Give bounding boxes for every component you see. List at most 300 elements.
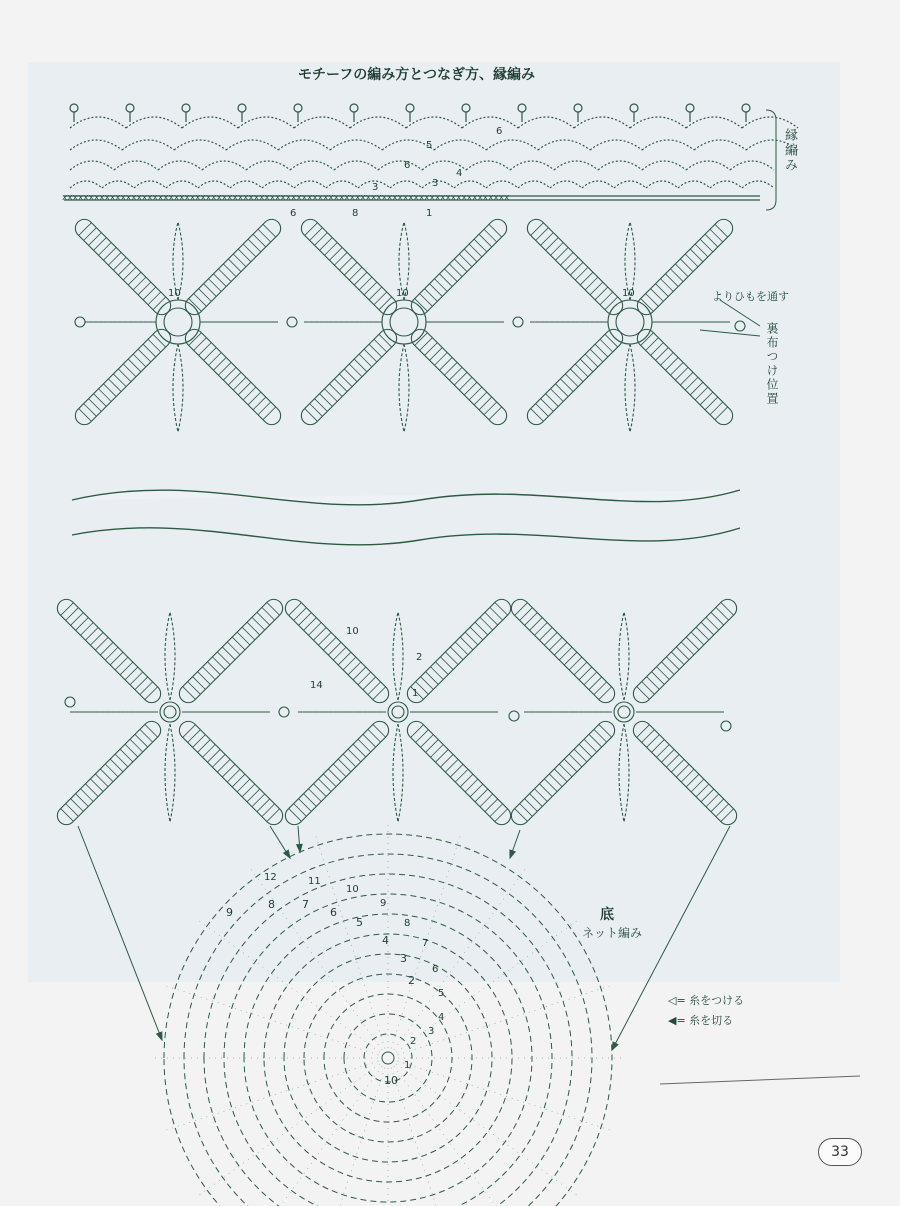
edging-chain-arc [70,117,126,128]
net-spoke [394,865,528,1049]
net-round [284,954,492,1162]
rod-stitch [700,392,713,405]
rod-stitch [343,754,356,767]
rod-stitch [555,247,568,260]
edging-bracket [766,110,776,210]
rod-stitch [675,264,688,277]
rod-stitch [485,612,498,625]
motif-center-inner [616,308,644,336]
rod-stitch [721,809,734,822]
rod-stitch [479,397,492,410]
rod-stitch [108,252,121,265]
motif-petal [619,612,629,700]
rod-stitch [420,338,433,351]
rod-stitch [544,779,557,792]
rod-stitch [223,264,236,277]
rod-stitch [484,402,497,415]
edging-chain-arc [686,161,730,170]
edging-chain-arc [646,181,678,188]
rod-stitch [560,379,573,392]
rod-stitch [589,677,602,690]
rod-outline [634,326,737,429]
net-round [164,834,612,1206]
rod-stitch [480,617,493,630]
motif-rod [524,216,627,319]
rod-stitch [243,244,256,257]
rod-stitch [328,642,341,655]
bottom-round-number: 5 [356,916,363,929]
legend-attach [668,992,744,1008]
rod-stitch [128,272,141,285]
rod-stitch [536,404,549,417]
rod-outline [54,596,165,707]
rod-stitch [252,794,265,807]
rod-stitch [575,364,588,377]
rod-outline [630,718,741,829]
rod-outline [282,596,393,707]
net-spoke [248,1066,382,1206]
rod-stitch [666,754,679,767]
join-arrowhead [297,844,302,852]
picot [462,104,470,112]
rod-stitch [130,739,143,752]
page-title: モチーフの編み方とつなぎ方、縁編み [298,67,536,83]
join-bead [509,711,519,721]
rod-stitch [515,809,528,822]
rod-stitch [125,667,138,680]
motif-grid [54,216,745,829]
rod-stitch [661,749,674,762]
rod-stitch [320,238,333,251]
rod-stitch [99,243,112,256]
rod-stitch [353,744,366,757]
bottom-round-number: 10 [346,884,359,895]
rod-stitch [652,672,665,685]
motif-petal [399,344,409,432]
rod-stitch [555,384,568,397]
rod-stitch [485,799,498,812]
rod-stitch [541,233,554,246]
edging-chain-arc [226,140,278,150]
bottom-title: 底 [600,907,614,923]
rod-stitch [569,657,582,670]
rod-stitch [242,784,255,797]
bottom-round-number: 10 [384,1074,398,1087]
rod-stitch [207,662,220,675]
rod-stitch [148,339,161,352]
edging-chain-arc [294,181,326,188]
rod-outline [176,718,287,829]
rod-stitch [354,272,367,285]
rod-stitch [445,652,458,665]
rod-stitch [304,618,317,631]
bottom-round-number: 11 [308,876,321,887]
motif-rod [404,596,515,707]
rod-stitch [203,667,216,680]
rod-stitch [530,618,543,631]
rod-stitch [680,259,693,272]
bottom-round-number: 1 [404,1060,411,1071]
rod-stitch [665,274,678,287]
edging-chain-arc [454,181,486,188]
rod-stitch [594,729,607,742]
rod-outline [182,326,285,429]
rod-stitch [549,774,562,787]
motif-rod [282,596,393,707]
edging-chain-arc [642,161,686,170]
rod-stitch [313,627,326,640]
rod-stitch [600,339,613,352]
rod-stitch [546,394,559,407]
rod-stitch [120,662,133,675]
rod-stitch [569,754,582,767]
bottom-round-number: 4 [438,1012,445,1023]
rod-stitch [359,354,372,367]
rod-outline [298,326,401,429]
edging-chain-arc [122,140,174,150]
rod-stitch [646,294,659,307]
rod-stitch [262,607,275,620]
motif-rod [408,326,511,429]
motif-center-ring [608,300,652,344]
rod-stitch [411,725,424,738]
rod-stitch [289,603,302,616]
rod-stitch [238,382,251,395]
rule-line [660,1076,860,1084]
rod-stitch [465,779,478,792]
rod-stitch [222,764,235,777]
motif-rod [630,718,741,829]
rod-stitch [318,632,331,645]
rod-stitch [81,623,94,636]
rod-stitch [515,603,528,616]
rod-stitch [379,334,392,347]
edging-chain-arc [262,181,294,188]
edging-chain-arc [678,181,710,188]
rod-stitch [71,613,84,626]
motif-petal [625,344,635,432]
rod-stitch [217,652,230,665]
motif-rod [408,216,511,319]
rod-stitch [323,774,336,787]
rod-stitch [490,607,503,620]
rod-stitch [676,764,689,777]
rod-stitch [564,759,577,772]
rod-stitch [304,794,317,807]
rod-stitch [691,779,704,792]
bottom-round-number: 2 [410,1036,417,1047]
net-round [344,1014,435,1102]
rod-stitch [685,377,698,390]
rod-stitch [328,769,341,782]
edging-chain-arc [730,161,774,170]
rod-stitch [85,627,98,640]
rod-stitch [369,344,382,357]
rod-stitch [575,267,588,280]
rod-stitch [373,724,386,737]
rod-stitch [647,677,660,690]
rod-stitch [700,239,713,252]
rod-stitch [705,397,718,410]
rod-stitch [253,397,266,410]
rod-stitch [113,374,126,387]
join-bead [287,317,297,327]
edging-chain-arc [462,117,518,128]
rod-stitch [329,247,342,260]
rod-stitch [325,243,338,256]
rod-stitch [641,333,654,346]
rod-stitch [243,387,256,400]
rod-stitch [232,637,245,650]
rod-stitch [439,274,452,287]
rod-stitch [559,647,572,660]
join-arrowhead [284,850,290,858]
rod-stitch [228,372,241,385]
bottom-net-chart [150,820,626,1206]
rod-stitch [474,239,487,252]
rod-stitch [470,784,483,797]
rod-stitch [334,252,347,265]
rod-stitch [439,357,452,370]
edging-chain-arc [134,181,166,188]
rod-stitch [479,234,492,247]
rod-stitch [115,657,128,670]
edging-row-number: 5 [426,140,433,151]
edging-chain-arc [390,181,422,188]
rod-stitch [209,279,222,292]
rod-stitch [584,672,597,685]
rod-stitch [560,252,573,265]
rod-stitch [213,357,226,370]
rod-stitch [323,637,336,650]
net-round [204,874,572,1206]
rod-stitch [565,257,578,270]
legend-attach-text: = 糸をつける [676,994,745,1007]
rod-stitch [589,734,602,747]
rod-stitch [363,734,376,747]
bottom-round-number: 8 [268,898,275,911]
rod-outline [630,596,741,707]
rod-stitch [711,799,724,812]
rod-stitch [238,249,251,262]
rod-outline [182,216,285,319]
rod-stitch [348,749,361,762]
rod-stitch [358,672,371,685]
motif-round-number: 14 [310,680,323,691]
rod-stitch [76,618,89,631]
rod-stitch [671,759,684,772]
rod-stitch [535,789,548,802]
edging-chain-arc [582,181,614,188]
rod-stitch [223,367,236,380]
rod-stitch [706,794,719,807]
rod-stitch [95,637,108,650]
rod-stitch [580,272,593,285]
edging-chain-arc [538,140,590,150]
rod-stitch [233,377,246,390]
rod-stitch [425,289,438,302]
rod-stitch [480,794,493,807]
rod-stitch [671,652,684,665]
motif-center-inner [618,706,630,718]
rod-stitch [247,622,260,635]
rod-stitch [420,294,433,307]
rod-stitch [495,602,508,615]
picot [406,104,414,112]
rod-stitch [138,349,151,362]
rod-stitch [641,299,654,312]
rod-stitch [363,677,376,690]
edging-label: 縁編み [782,128,797,173]
rod-stitch [590,349,603,362]
rod-stitch [373,687,386,700]
rod-stitch [559,764,572,777]
rod-stitch [666,657,679,670]
rod-stitch [218,362,231,375]
lining-pointer [700,330,760,336]
rod-stitch [574,749,587,762]
picot [126,104,134,112]
rod-stitch [183,687,196,700]
rod-stitch [310,228,323,241]
rod-stitch [212,754,225,767]
join-arrow-line [78,826,162,1040]
rod-stitch [217,759,230,772]
rod-stitch [564,652,577,665]
rod-stitch [94,238,107,251]
rod-stitch [252,617,265,630]
rod-stitch [353,667,366,680]
rod-stitch [549,637,562,650]
edging-chain-arc [510,161,554,170]
rod-stitch [189,299,202,312]
rod-stitch [430,348,443,361]
rod-stitch [661,353,674,366]
rod-stitch [657,745,670,758]
legend-cut-text: = 糸を切る [676,1014,734,1027]
rod-outline [508,718,619,829]
net-spoke [314,1068,384,1206]
rod-stitch [570,262,583,275]
edging-chain-arc [246,161,290,170]
edging-row-number: 8 [352,208,359,219]
rod-stitch [188,730,201,743]
rod-outline [404,596,515,707]
rod-stitch [218,269,231,282]
rod-stitch [445,759,458,772]
rod-stitch [642,730,655,743]
rod-stitch [143,287,156,300]
rod-stitch [374,292,387,305]
rod-stitch [539,784,552,797]
rod-stitch [258,402,271,415]
rod-stitch [71,799,84,812]
rod-stitch [237,632,250,645]
motif-rod [298,326,401,429]
rod-stitch [368,729,381,742]
rod-stitch [656,284,669,297]
rod-stitch [449,264,462,277]
rod-stitch [637,725,650,738]
rod-stitch [309,789,322,802]
rod-stitch [695,244,708,257]
edging-chain-arc [70,181,102,188]
join-arrowhead [510,850,515,858]
bottom-round-number: 8 [404,918,411,929]
rod-stitch [84,228,97,241]
rod-stitch [227,642,240,655]
rod-stitch [368,682,381,695]
rod-stitch [61,809,74,822]
rod-stitch [440,754,453,767]
lining-label: 裏布つけ位置 [765,322,779,406]
rod-stitch [536,228,549,241]
rod-stitch [590,282,603,295]
bottom-round-number: 2 [408,974,415,987]
edging-chain-arc [70,161,114,170]
rod-stitch [475,789,488,802]
motif-round-number: 10 [346,626,359,637]
rod-stitch [652,740,665,753]
rod-stitch [474,392,487,405]
rod-stitch [661,279,674,292]
rod-stitch [415,333,428,346]
motif-center-ring [160,702,180,722]
rod-stitch [84,404,97,417]
rod-stitch [440,657,453,670]
rod-stitch [595,287,608,300]
rod-stitch [81,789,94,802]
rod-outline [408,216,511,319]
rod-stitch [329,384,342,397]
rod-stitch [89,399,102,412]
rod-stitch [706,617,719,630]
rod-stitch [198,672,211,685]
picot [686,104,694,112]
rod-stitch [318,779,331,792]
rod-stitch [110,759,123,772]
rod-stitch [686,637,699,650]
net-spoke [394,1066,528,1206]
rod-stitch [193,735,206,748]
motif-rod [176,718,287,829]
net-spoke [195,918,379,1052]
edging-row-number: 3 [432,178,439,189]
rod-stitch [642,682,655,695]
rod-stitch [343,657,356,670]
bottom-round-number: 3 [400,952,407,965]
rod-stitch [198,740,211,753]
rod-stitch [520,608,533,621]
rod-stitch [579,667,592,680]
rod-stitch [585,277,598,290]
edging-chain-arc [486,140,538,150]
join-bead [75,317,85,327]
rod-stitch [358,739,371,752]
rod-stitch [115,754,128,767]
rod-stitch [188,682,201,695]
rod-stitch [469,387,482,400]
edging-chain-arc [278,140,330,150]
rod-stitch [460,774,473,787]
rod-stitch [535,623,548,636]
motif-center-inner [390,308,418,336]
rod-stitch [85,784,98,797]
rod-stitch [435,749,448,762]
edging-chain-arc [598,161,642,170]
rod-stitch [579,744,592,757]
rod-stitch [79,223,92,236]
